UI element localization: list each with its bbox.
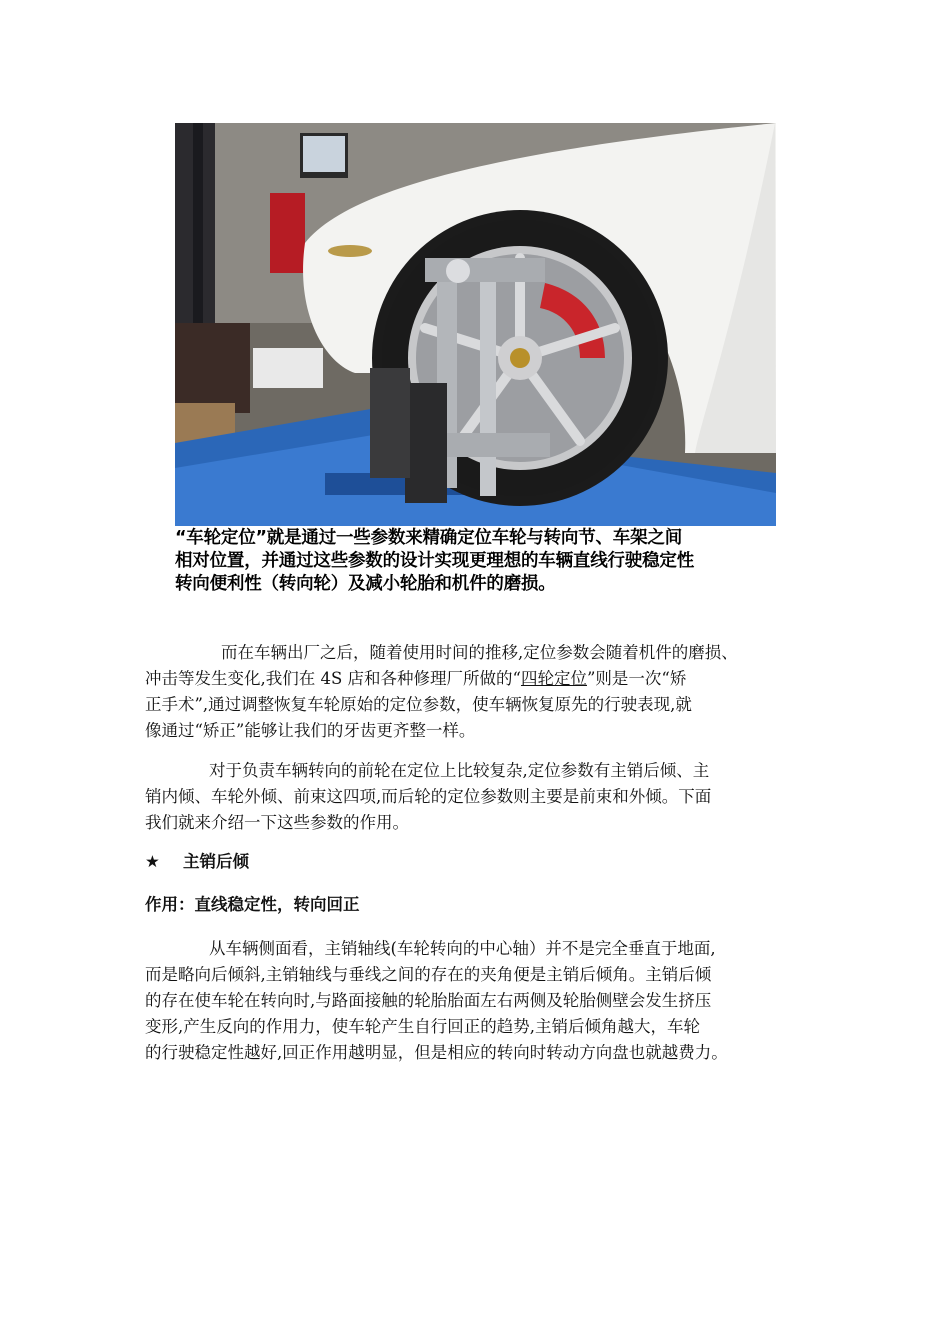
p3-line-3: 的存在使车轮在转向时,与路面接触的轮胎胎面左右两侧及轮胎侧壁会发生挤压 (145, 991, 712, 1010)
caption-line-1: “车轮定位”就是通过一些参数来精确定位车轮与转向节、车架之间 (175, 528, 683, 548)
p3-line-1: 从车辆侧面看，主销轴线(车轮转向的中心轴）并不是完全垂直于地面, (209, 939, 716, 958)
function-line: 作用：直线稳定性，转向回正 (145, 895, 360, 914)
car-wheel-alignment-photo-icon (175, 123, 776, 526)
p1-line-2-text: 冲击等发生变化,我们在 4S 店和各种修理厂所做的“ (145, 669, 521, 688)
p2-line-1: 对于负责车辆转向的前轮在定位上比较复杂,定位参数有主销后倾、主 (209, 761, 710, 780)
p1-line-4: 像通过“矫正”能够让我们的牙齿更齐整一样。 (145, 721, 476, 740)
four-wheel-alignment-link[interactable]: 四轮定位 (520, 669, 587, 688)
section-heading (145, 851, 249, 873)
p3-line-5: 的行驶稳定性越好,回正作用越明显，但是相应的转向时转动方向盘也就越费力。 (145, 1043, 728, 1062)
p3-line-2: 而是略向后倾斜,主销轴线与垂线之间的存在的夹角便是主销后倾角。主销后倾 (145, 965, 712, 984)
p2-line-3: 我们就来介绍一下这些参数的作用。 (145, 813, 409, 832)
p1-line-3: 正手术”,通过调整恢复车轮原始的定位参数，使车辆恢复原先的行驶表现,就 (145, 695, 692, 714)
section-title: 主销后倾 (183, 852, 249, 871)
p1-line-2-tail: ”则是一次“矫 (586, 669, 687, 688)
paragraph-3 (145, 936, 815, 1066)
caption-line-2: 相对位置，并通过这些参数的设计实现更理想的车辆直线行驶稳定性 (175, 551, 694, 571)
star-icon: ★ (145, 852, 160, 871)
caption-line-3: 转向便利性（转向轮）及减小轮胎和机件的磨损。 (175, 574, 556, 594)
p1-line-1: 而在车辆出厂之后，随着使用时间的推移,定位参数会随着机件的磨损、 (221, 643, 738, 662)
wheel-alignment-photo (175, 123, 776, 526)
p3-line-4: 变形,产生反向的作用力，使车轮产生自行回正的趋势,主销后倾角越大，车轮 (145, 1017, 700, 1036)
paragraph-1 (145, 640, 815, 744)
figure-caption (175, 527, 795, 596)
p1-line-2 (145, 666, 815, 692)
p2-line-2: 销内倾、车轮外倾、前束这四项,而后轮的定位参数则主要是前束和外倾。下面 (145, 787, 712, 806)
paragraph-2 (145, 758, 815, 836)
